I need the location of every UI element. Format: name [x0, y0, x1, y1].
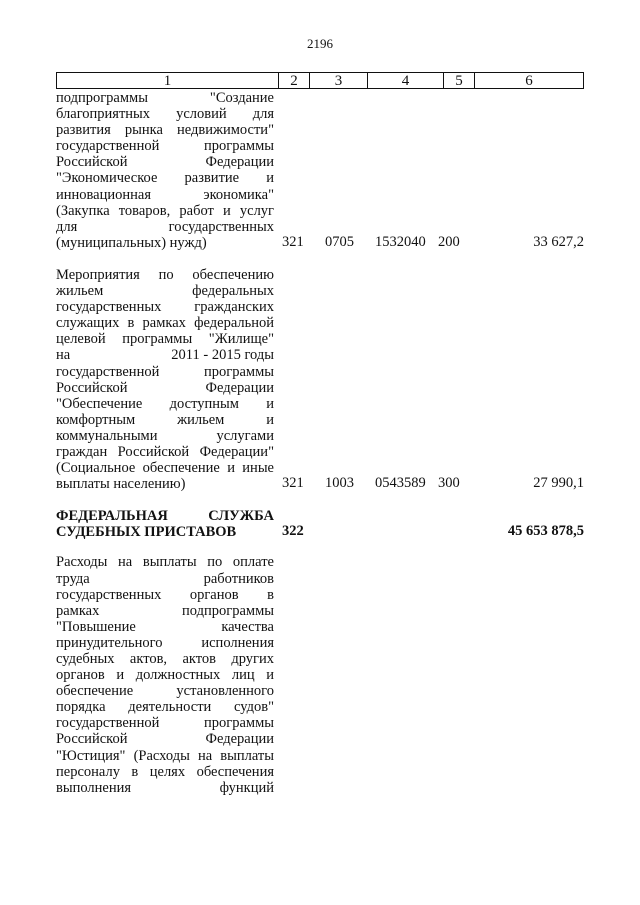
- description-word: ФЕДЕРАЛЬНАЯ: [56, 508, 168, 525]
- description-line: [56, 90, 274, 106]
- description-line: [56, 554, 274, 570]
- description-word: служащих в рамках федеральной: [56, 315, 274, 332]
- description-word: федеральных: [192, 283, 274, 300]
- table-row: [56, 90, 584, 251]
- description-word: гражданских: [194, 299, 274, 316]
- ministry-code: 321: [282, 475, 304, 492]
- description-word: "Экономическое: [56, 170, 158, 187]
- row-description: [56, 267, 274, 492]
- expense-type-code: 300: [438, 475, 460, 492]
- description-line: [56, 764, 274, 780]
- description-word: государственной: [56, 715, 160, 732]
- description-line: [56, 138, 274, 154]
- description-word: исполнения: [201, 634, 274, 651]
- description-word: в: [267, 586, 274, 603]
- description-line: [56, 460, 274, 476]
- description-word: работников: [203, 570, 274, 587]
- description-word: Российской: [56, 731, 128, 748]
- row-values: [56, 523, 584, 540]
- table-row: [56, 267, 584, 492]
- description-word: (муниципальных) нужд): [56, 234, 207, 251]
- description-line: [56, 267, 274, 283]
- description-word: развития рынка недвижимости": [56, 122, 274, 139]
- description-line: [56, 748, 274, 764]
- description-word: персоналу в целях обеспечения: [56, 763, 274, 780]
- row-values: [56, 779, 584, 796]
- description-line: [56, 444, 274, 460]
- description-line: [56, 380, 274, 396]
- amount: 33 627,2: [533, 233, 584, 250]
- description-line: [56, 154, 274, 170]
- description-word: и: [266, 411, 274, 428]
- description-word: установленного: [176, 683, 274, 700]
- description-line: [56, 699, 274, 715]
- description-line: [56, 587, 274, 603]
- description-word: принудительного: [56, 634, 163, 651]
- description-word: труда: [56, 570, 90, 587]
- description-word: программы: [204, 715, 274, 732]
- description-word: жильем: [56, 283, 104, 300]
- description-word: государственных: [56, 299, 162, 316]
- description-line: [56, 331, 274, 347]
- description-word: судебных актов, актов других: [56, 651, 274, 667]
- description-word: подпрограммы: [182, 602, 274, 619]
- description-word: выплаты населению): [56, 476, 186, 493]
- description-word: "Обеспечение: [56, 395, 143, 412]
- description-line: [56, 347, 274, 363]
- description-word: доступным: [169, 395, 239, 412]
- description-word: коммунальными: [56, 427, 158, 444]
- row-description: [56, 90, 274, 251]
- description-line: [56, 170, 274, 186]
- header-col-3: 3: [309, 73, 367, 88]
- description-word: порядка деятельности судов": [56, 699, 274, 716]
- row-description: [56, 554, 274, 795]
- description-line: [56, 683, 274, 699]
- description-word: целевой программы "Жилище": [56, 331, 274, 348]
- header-col-2: 2: [278, 73, 309, 88]
- description-word: услугами: [216, 427, 274, 444]
- description-word: жильем: [177, 411, 225, 428]
- row-values: [56, 234, 584, 251]
- description-line: [56, 619, 274, 635]
- amount: 27 990,1: [533, 475, 584, 492]
- description-word: граждан Российской Федерации": [56, 443, 274, 460]
- description-word: 2011 - 2015 годы: [171, 347, 274, 364]
- description-word: Федерации: [205, 731, 274, 748]
- table-row: [56, 508, 584, 540]
- description-word: СЛУЖБА: [208, 508, 274, 525]
- description-word: государственных: [56, 586, 162, 603]
- description-word: государственных: [168, 218, 274, 235]
- ministry-code: 322: [282, 523, 304, 540]
- description-line: [56, 219, 274, 235]
- description-line: [56, 412, 274, 428]
- section-code: 1003: [325, 475, 354, 492]
- description-word: государственной: [56, 138, 160, 155]
- description-line: [56, 635, 274, 651]
- description-word: рамках: [56, 602, 100, 619]
- ministry-code: 321: [282, 233, 304, 250]
- description-word: Федерации: [205, 379, 274, 396]
- description-line: [56, 364, 274, 380]
- description-word: обеспечение: [56, 683, 134, 700]
- description-word: на: [56, 347, 71, 364]
- amount: 45 653 878,5: [507, 523, 584, 540]
- description-word: подпрограммы: [56, 90, 148, 106]
- table-row: [56, 554, 584, 795]
- description-word: органов и должностных лиц и: [56, 667, 274, 684]
- description-word: Расходы на выплаты по оплате: [56, 554, 274, 571]
- description-line: [56, 508, 274, 524]
- description-word: и: [266, 170, 274, 187]
- row-values: [56, 475, 584, 492]
- section-code: 0705: [325, 233, 354, 250]
- description-line: [56, 122, 274, 138]
- description-word: Федерации: [205, 154, 274, 171]
- description-line: [56, 187, 274, 203]
- header-col-1: 1: [163, 73, 172, 89]
- description-word: Мероприятия: [56, 266, 140, 283]
- description-word: и: [266, 395, 274, 412]
- description-word: качества: [221, 618, 274, 635]
- description-word: для: [252, 106, 274, 123]
- description-line: [56, 603, 274, 619]
- description-line: [56, 667, 274, 683]
- page-number: 2196: [307, 36, 333, 51]
- description-word: "Юстиция" (Расходы на выплаты: [56, 747, 274, 764]
- description-word: Российской: [56, 379, 128, 396]
- description-word: по: [158, 266, 174, 283]
- description-word: инновационная: [56, 186, 152, 203]
- description-line: [56, 731, 274, 747]
- description-word: (Социальное обеспечение и иные: [56, 460, 274, 477]
- description-word: государственной: [56, 363, 160, 380]
- description-word: условий: [176, 106, 227, 123]
- description-line: [56, 203, 274, 219]
- description-word: органов: [189, 586, 239, 603]
- description-line: [56, 651, 274, 667]
- expense-type-code: 200: [438, 233, 460, 250]
- description-word: комфортным: [56, 411, 136, 428]
- header-col-4: 4: [367, 73, 443, 88]
- description-word: обеспечению: [192, 266, 274, 283]
- description-line: [56, 315, 274, 331]
- description-line: [56, 299, 274, 315]
- description-word: экономика": [203, 186, 274, 203]
- description-line: [56, 106, 274, 122]
- description-line: [56, 571, 274, 587]
- description-word: функций: [219, 779, 274, 796]
- description-word: благоприятных: [56, 106, 151, 123]
- target-article-code: 1532040: [375, 233, 426, 250]
- description-word: СУДЕБНЫХ ПРИСТАВОВ: [56, 524, 237, 541]
- description-word: развитие: [184, 170, 240, 187]
- description-word: программы: [204, 363, 274, 380]
- description-line: [56, 715, 274, 731]
- description-word: для: [56, 218, 78, 235]
- header-col-6: 6: [474, 73, 583, 88]
- description-line: [56, 428, 274, 444]
- description-word: программы: [204, 138, 274, 155]
- header-col-5: 5: [443, 73, 474, 88]
- description-word: (Закупка товаров, работ и услуг: [56, 202, 274, 219]
- description-word: Российской: [56, 154, 128, 171]
- description-word: "Повышение: [56, 618, 136, 635]
- table-header: [56, 72, 584, 89]
- table-body: [56, 90, 584, 810]
- description-word: "Создание: [209, 90, 274, 106]
- description-line: [56, 396, 274, 412]
- description-line: [56, 283, 274, 299]
- description-word: выполнения: [56, 779, 132, 796]
- target-article-code: 0543589: [375, 475, 426, 492]
